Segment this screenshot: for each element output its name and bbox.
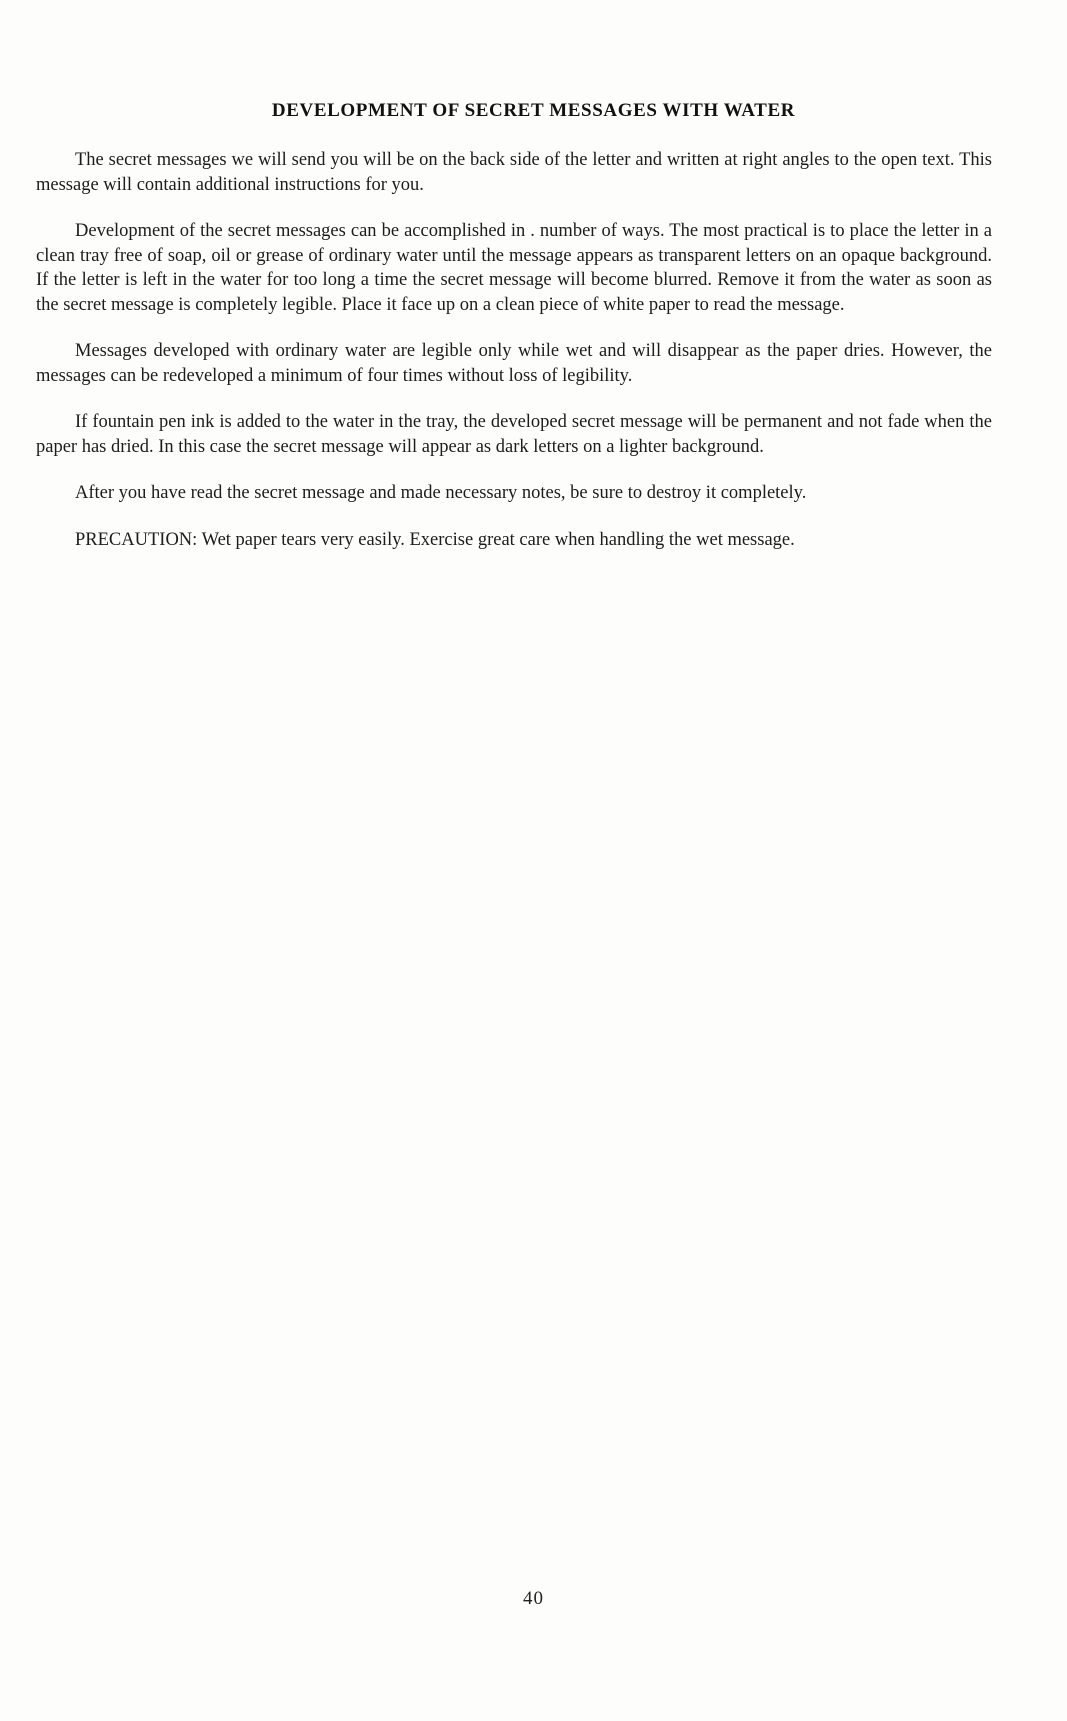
paragraph-precaution: PRECAUTION: Wet paper tears very easily. Exercise great care when handling the wet message. <box>75 529 795 550</box>
paragraph-instructions-location: The secret messages we will send you will be on the back side of the letter and written at right angles to the open text. This message will contain additional instructions for you. <box>36 150 992 195</box>
paragraph-fountain-pen-ink: If fountain pen ink is added to the water in the tray, the developed secret message will be permanent and not fade when the paper has dried. In this case the secret message will appear as dark letters on a lighter background. <box>36 412 992 457</box>
paragraph-destroy-message: After you have read the secret message and made necessary notes, be sure to destroy it completely. <box>75 483 807 503</box>
paragraph-development-method: Development of the secret messages can be accomplished in . number of ways. The most practical is to place the letter in a clean tray free of soap, oil or grease of ordinary water until the message appears as transparent letters on an opaque background. If the letter is left in the water for too long a time the secret message will become blurred. Remove it from the water as soon as the secret message is completely legible. Place it face up on a clean piece of white paper to read the message. <box>36 221 992 315</box>
document-title: DEVELOPMENT OF SECRET MESSAGES WITH WATER <box>271 100 796 121</box>
document-body <box>36 148 992 574</box>
paragraph-ordinary-water: Messages developed with ordinary water are legible only while wet and will disappear as the paper dries. However, the messages can be redeveloped a minimum of four times without loss of legibility. <box>36 341 992 386</box>
page-number: 40 <box>523 1588 544 1609</box>
